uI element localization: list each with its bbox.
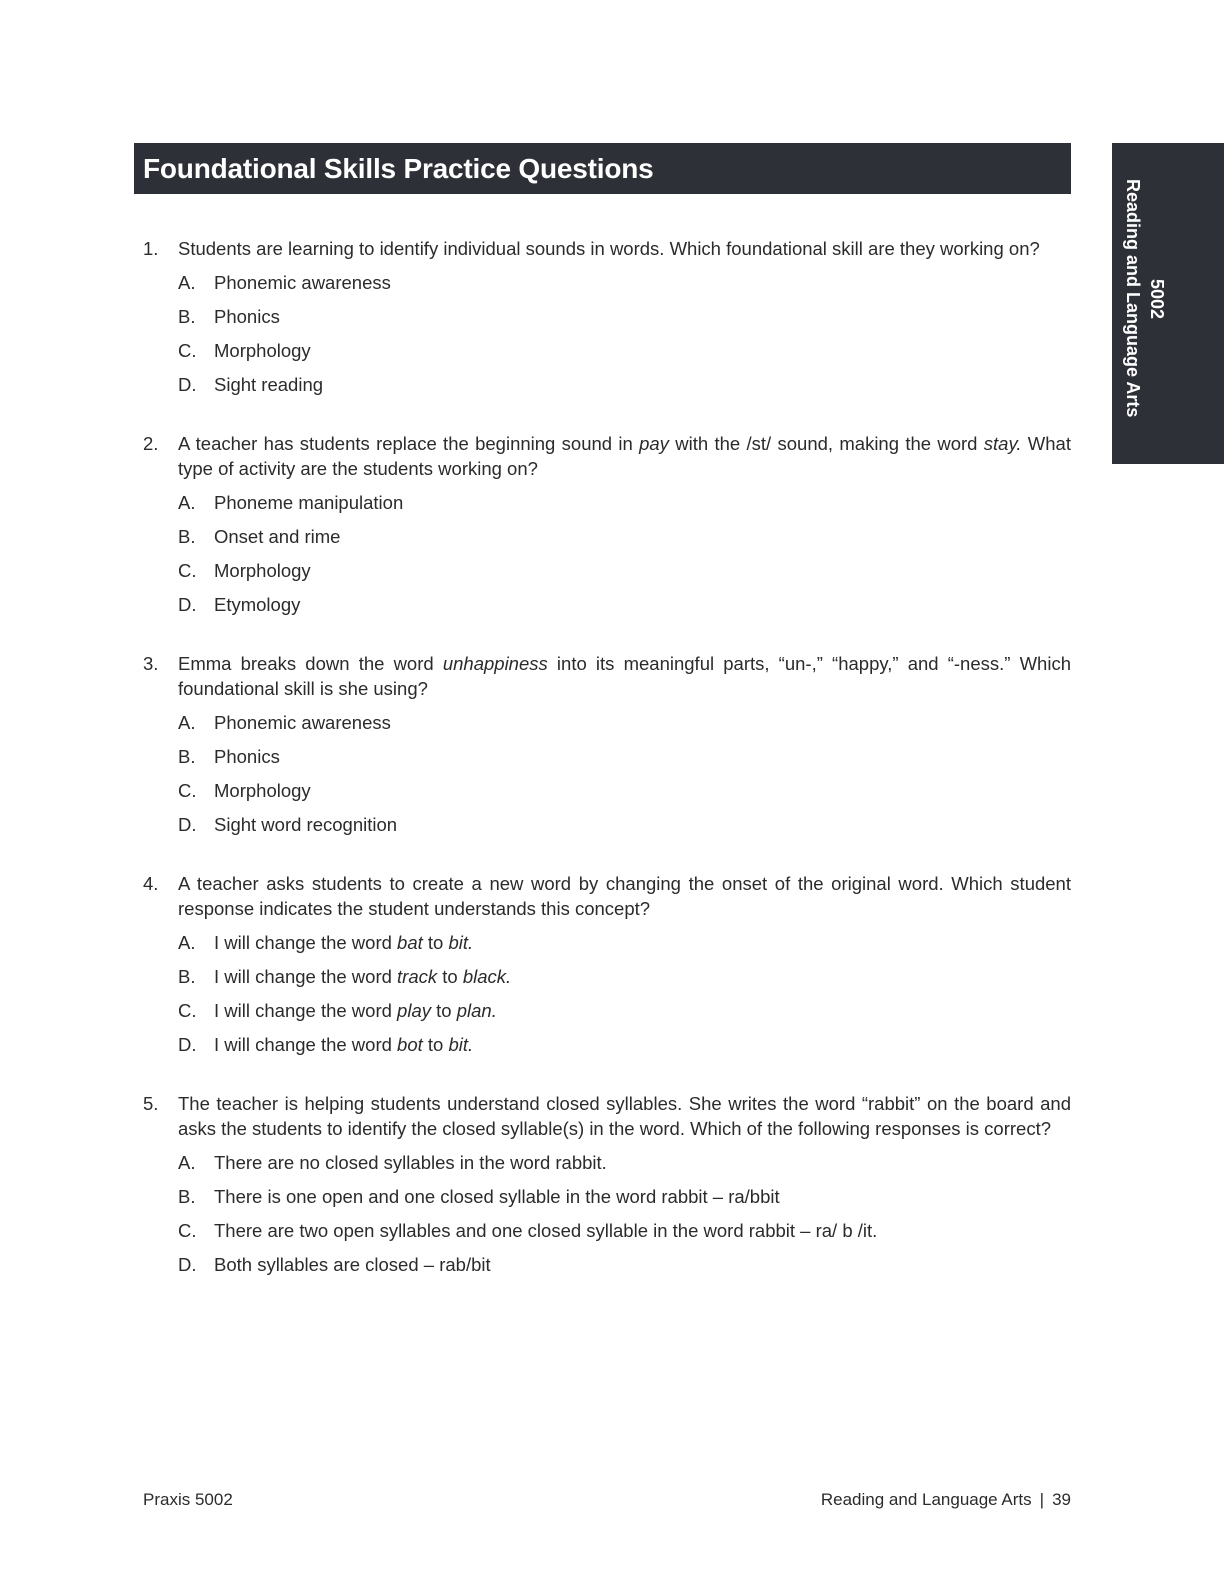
answer-option bbox=[178, 1218, 1071, 1252]
side-tab-name: Reading and Language Arts bbox=[1123, 179, 1143, 418]
option-text: Morphology bbox=[214, 780, 311, 801]
option-text: Onset and rime bbox=[214, 526, 341, 547]
page-number: 39 bbox=[1052, 1490, 1071, 1509]
option-letter: A. bbox=[178, 712, 196, 733]
question-stem: Students are learning to identify individual sounds in words. Which foundational skill are they working on? bbox=[178, 238, 1040, 259]
answer-option bbox=[178, 812, 1071, 846]
question-stem: Emma breaks down the word unhappiness into its meaningful parts, “un-,” “happy,” and “-ness.” Which foundational skill is she using? bbox=[178, 653, 1071, 699]
side-tab-code: 5002 bbox=[1147, 279, 1167, 320]
footer-separator: | bbox=[1039, 1490, 1045, 1509]
answer-option bbox=[178, 338, 1071, 372]
option-text: Morphology bbox=[214, 560, 311, 581]
option-letter: A. bbox=[178, 932, 196, 953]
option-text: Etymology bbox=[214, 594, 301, 615]
question-stem: The teacher is helping students understand closed syllables. She writes the word “rabbit” on the board and asks the students to identify the closed syllable(s) in the word. Which of the following responses is correct? bbox=[178, 1093, 1071, 1139]
option-letter: D. bbox=[178, 594, 197, 615]
footer-left: Praxis 5002 bbox=[143, 1490, 233, 1509]
question-1 bbox=[143, 236, 1071, 406]
option-letter: B. bbox=[178, 966, 196, 987]
answer-option bbox=[178, 710, 1071, 744]
answer-option: B. I will change the word track to black. bbox=[178, 966, 512, 987]
footer-right bbox=[821, 1488, 1071, 1512]
answer-option bbox=[178, 1150, 1071, 1184]
answer-option: A. I will change the word bat to bit. bbox=[178, 932, 474, 953]
option-text: Morphology bbox=[214, 340, 311, 361]
option-letter: C. bbox=[178, 560, 197, 581]
answer-option bbox=[178, 372, 1071, 406]
answer-option bbox=[178, 490, 1071, 524]
answer-option bbox=[178, 592, 1071, 626]
question-2 bbox=[143, 431, 1071, 626]
option-text: Sight word recognition bbox=[214, 814, 398, 835]
option-text: There is one open and one closed syllable in the word rabbit – ra/bbit bbox=[214, 1186, 780, 1207]
answer-option bbox=[178, 1252, 1071, 1286]
side-tab-text bbox=[1121, 179, 1169, 439]
option-letter: A. bbox=[178, 492, 196, 513]
option-letter: C. bbox=[178, 340, 197, 361]
option-letter: C. bbox=[178, 1000, 197, 1021]
question-3 bbox=[143, 651, 1071, 846]
question-number: 4. bbox=[143, 873, 159, 894]
question-number: 1. bbox=[143, 238, 159, 259]
question-5 bbox=[143, 1091, 1071, 1286]
answer-option bbox=[178, 270, 1071, 304]
question-number: 2. bbox=[143, 433, 159, 454]
question-stem: A teacher asks students to create a new word by changing the onset of the original word. Which student response indicates the student understands this concept? bbox=[178, 873, 1071, 919]
question-stem: A teacher has students replace the beginning sound in pay with the /st/ sound, making the word stay. What type of activity are the students working on? bbox=[178, 433, 1071, 479]
option-letter: A. bbox=[178, 1152, 196, 1173]
option-letter: D. bbox=[178, 374, 197, 395]
option-text: Phonics bbox=[214, 306, 280, 327]
option-text: There are no closed syllables in the word rabbit. bbox=[214, 1152, 607, 1173]
option-letter: B. bbox=[178, 526, 196, 547]
page-title: Foundational Skills Practice Questions bbox=[143, 153, 654, 184]
option-letter: B. bbox=[178, 1186, 196, 1207]
answer-option: C. I will change the word play to plan. bbox=[178, 1000, 497, 1021]
option-text: There are two open syllables and one closed syllable in the word rabbit – ra/ b /it. bbox=[214, 1220, 878, 1241]
option-text: Both syllables are closed – rab/bit bbox=[214, 1254, 491, 1275]
option-letter: C. bbox=[178, 1220, 197, 1241]
answer-option bbox=[178, 744, 1071, 778]
option-text: Phonemic awareness bbox=[214, 272, 391, 293]
option-letter: D. bbox=[178, 1034, 197, 1055]
option-letter: D. bbox=[178, 1254, 197, 1275]
option-letter: B. bbox=[178, 746, 196, 767]
footer-section: Reading and Language Arts bbox=[820, 1490, 1032, 1509]
answer-option bbox=[178, 524, 1071, 558]
answer-option: D. I will change the word bot to bit. bbox=[178, 1034, 474, 1055]
section-title-bar bbox=[134, 143, 1071, 194]
question-number: 5. bbox=[143, 1093, 159, 1114]
option-letter: C. bbox=[178, 780, 197, 801]
side-tab bbox=[1112, 143, 1224, 464]
option-letter: B. bbox=[178, 306, 196, 327]
question-4 bbox=[143, 871, 1071, 1066]
answer-option bbox=[178, 778, 1071, 812]
option-text: Phoneme manipulation bbox=[214, 492, 404, 513]
option-letter: D. bbox=[178, 814, 197, 835]
option-text: Phonics bbox=[214, 746, 280, 767]
answer-option bbox=[178, 558, 1071, 592]
option-text: Sight reading bbox=[214, 374, 324, 395]
question-list bbox=[143, 236, 1071, 1311]
option-text: Phonemic awareness bbox=[214, 712, 391, 733]
answer-option bbox=[178, 304, 1071, 338]
answer-option bbox=[178, 1184, 1071, 1218]
option-letter: A. bbox=[178, 272, 196, 293]
question-number: 3. bbox=[143, 653, 159, 674]
